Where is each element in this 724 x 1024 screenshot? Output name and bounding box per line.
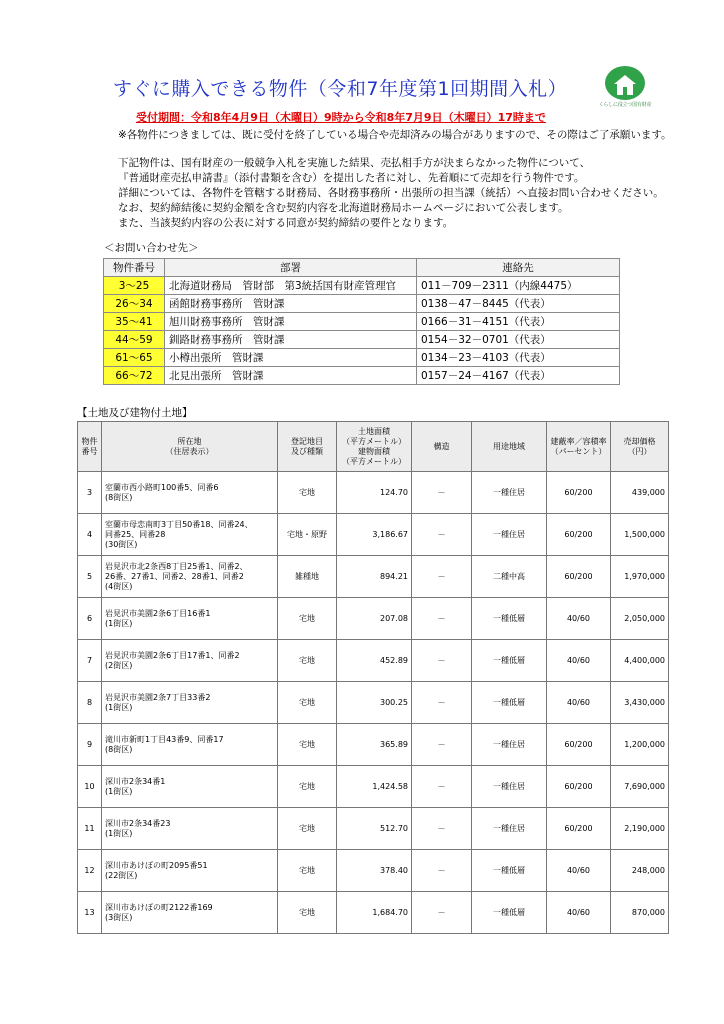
contact-phone: 0157－24－4167（代表） xyxy=(417,367,620,385)
contact-phone: 0166－31－4151（代表） xyxy=(417,313,620,331)
property-price: 4,400,000 xyxy=(611,640,669,682)
property-structure: － xyxy=(412,640,472,682)
description-line: 『普通財産売払申請書』（添付書類を含む）を提出した者に対し、先着順にて売却を行う物件です。 xyxy=(118,172,585,184)
contact-row xyxy=(104,367,620,385)
property-structure: － xyxy=(412,556,472,598)
property-area: 1,424.58 xyxy=(337,766,412,808)
property-structure: － xyxy=(412,598,472,640)
property-header-row xyxy=(78,422,669,472)
property-zoning: 一種住居 xyxy=(472,724,547,766)
description-line: 下記物件は、国有財産の一般競争入札を実施した結果、売払相手方が決まらなかった物件について、 xyxy=(118,157,591,169)
property-price: 870,000 xyxy=(611,892,669,934)
property-land-category: 宅地 xyxy=(278,808,337,850)
property-land-category: 宅地 xyxy=(278,640,337,682)
property-zoning: 一種低層 xyxy=(472,640,547,682)
property-row xyxy=(78,598,669,640)
property-structure: － xyxy=(412,682,472,724)
property-row xyxy=(78,808,669,850)
contact-property-range: 44～59 xyxy=(104,331,165,349)
property-location: 深川市あけぼの町2122番169 (3街区) xyxy=(102,892,278,934)
property-area: 512.70 xyxy=(337,808,412,850)
contact-department: 北見出張所 管財課 xyxy=(165,367,417,385)
header-zoning: 用途地域 xyxy=(472,422,547,472)
property-land-category: 雑種地 xyxy=(278,556,337,598)
contact-row xyxy=(104,277,620,295)
house-icon xyxy=(613,74,637,96)
property-zoning: 一種低層 xyxy=(472,598,547,640)
property-price: 1,200,000 xyxy=(611,724,669,766)
property-coverage-ratio: 60/200 xyxy=(547,724,611,766)
contact-table xyxy=(103,258,620,385)
contact-department: 小樽出張所 管財課 xyxy=(165,349,417,367)
contact-phone: 0154－32－0701（代表） xyxy=(417,331,620,349)
property-price: 1,970,000 xyxy=(611,556,669,598)
section-heading: 【土地及び建物付土地】 xyxy=(77,407,193,419)
property-area: 365.89 xyxy=(337,724,412,766)
description-line: また、当該契約内容の公表に対する同意が契約締結の要件となります。 xyxy=(118,217,454,229)
contact-department: 釧路財務事務所 管財課 xyxy=(165,331,417,349)
property-area: 124.70 xyxy=(337,472,412,514)
header-property-number: 物件番号 xyxy=(104,259,165,277)
contact-department: 北海道財務局 管財部 第3統括国有財産管理官 xyxy=(165,277,417,295)
property-land-category: 宅地 xyxy=(278,724,337,766)
property-structure: － xyxy=(412,808,472,850)
property-row xyxy=(78,766,669,808)
contact-phone: 0134－23－4103（代表） xyxy=(417,349,620,367)
property-number: 8 xyxy=(78,682,102,724)
property-coverage-ratio: 40/60 xyxy=(547,850,611,892)
header-structure: 構造 xyxy=(412,422,472,472)
property-table xyxy=(77,421,669,934)
reception-period: 受付期間：令和8年4月9日（木曜日）9時から令和8年7月9日（木曜日）17時まで xyxy=(136,111,546,124)
property-price: 439,000 xyxy=(611,472,669,514)
property-coverage-ratio: 60/200 xyxy=(547,514,611,556)
logo-caption: くらしに役立つ国有財産 xyxy=(598,102,652,108)
property-number: 13 xyxy=(78,892,102,934)
notice-text: ※各物件につきましては、既に受付を終了している場合や売却済みの場合がありますので、その際はご了承願います。 xyxy=(118,129,672,141)
contact-property-range: 66～72 xyxy=(104,367,165,385)
property-land-category: 宅地 xyxy=(278,682,337,724)
property-coverage-ratio: 40/60 xyxy=(547,682,611,724)
description-paragraph xyxy=(118,156,664,231)
contact-property-range: 61～65 xyxy=(104,349,165,367)
page-title: すぐに購入できる物件（令和7年度第1回期間入札） xyxy=(112,78,568,100)
property-coverage-ratio: 60/200 xyxy=(547,766,611,808)
property-location: 滝川市新町1丁目43番9、同番17 (8街区) xyxy=(102,724,278,766)
property-number: 7 xyxy=(78,640,102,682)
property-area: 1,684.70 xyxy=(337,892,412,934)
property-number: 11 xyxy=(78,808,102,850)
property-number: 12 xyxy=(78,850,102,892)
property-price: 1,500,000 xyxy=(611,514,669,556)
property-area: 300.25 xyxy=(337,682,412,724)
property-zoning: 一種低層 xyxy=(472,892,547,934)
property-coverage-ratio: 60/200 xyxy=(547,808,611,850)
contact-row xyxy=(104,295,620,313)
header-number: 物件 番号 xyxy=(78,422,102,472)
property-coverage-ratio: 40/60 xyxy=(547,892,611,934)
contact-department: 旭川財務事務所 管財課 xyxy=(165,313,417,331)
property-number: 3 xyxy=(78,472,102,514)
property-location: 岩見沢市美園2条6丁目17番1、同番2 (2街区) xyxy=(102,640,278,682)
property-zoning: 一種住居 xyxy=(472,766,547,808)
property-coverage-ratio: 60/200 xyxy=(547,472,611,514)
property-price: 2,050,000 xyxy=(611,598,669,640)
property-row xyxy=(78,640,669,682)
property-location: 岩見沢市北2条西8丁目25番1、同番2、 26番、27番1、同番2、28番1、同番2 (4街区) xyxy=(102,556,278,598)
property-structure: － xyxy=(412,850,472,892)
property-row xyxy=(78,472,669,514)
property-zoning: 一種低層 xyxy=(472,682,547,724)
property-area: 3,186.67 xyxy=(337,514,412,556)
property-number: 10 xyxy=(78,766,102,808)
property-zoning: 一種住居 xyxy=(472,808,547,850)
header-contact: 連絡先 xyxy=(417,259,620,277)
property-row xyxy=(78,892,669,934)
property-coverage-ratio: 40/60 xyxy=(547,598,611,640)
property-zoning: 一種住居 xyxy=(472,472,547,514)
property-zoning: 一種低層 xyxy=(472,850,547,892)
header-location: 所在地 （住居表示） xyxy=(102,422,278,472)
property-coverage-ratio: 60/200 xyxy=(547,556,611,598)
property-area: 378.40 xyxy=(337,850,412,892)
contact-phone: 0138－47－8445（代表） xyxy=(417,295,620,313)
property-area: 894.21 xyxy=(337,556,412,598)
header-coverage-ratio: 建蔽率／容積率 （パーセント） xyxy=(547,422,611,472)
property-land-category: 宅地 xyxy=(278,766,337,808)
property-land-category: 宅地 xyxy=(278,472,337,514)
header-area: 土地面積 （平方メートル） 建物面積 （平方メートル） xyxy=(337,422,412,472)
contact-row xyxy=(104,349,620,367)
property-land-category: 宅地 xyxy=(278,850,337,892)
contact-row xyxy=(104,331,620,349)
property-location: 岩見沢市美園2条7丁目33番2 (1街区) xyxy=(102,682,278,724)
contact-property-range: 35～41 xyxy=(104,313,165,331)
description-line: 詳細については、各物件を管轄する財務局、各財務事務所・出張所の担当課（統括）へ直接お問い合わせください。 xyxy=(118,187,664,199)
contact-property-range: 26～34 xyxy=(104,295,165,313)
property-number: 5 xyxy=(78,556,102,598)
property-price: 7,690,000 xyxy=(611,766,669,808)
property-number: 4 xyxy=(78,514,102,556)
property-row xyxy=(78,682,669,724)
contact-heading: ＜お問い合わせ先＞ xyxy=(104,242,199,254)
national-property-logo xyxy=(595,66,655,110)
description-line: なお、契約締結後に契約金額を含む契約内容を北海道財務局ホームページにおいて公表します。 xyxy=(118,202,569,214)
header-price: 売却価格 （円） xyxy=(611,422,669,472)
property-row xyxy=(78,724,669,766)
contact-row xyxy=(104,313,620,331)
property-location: 深川市2条34番23 (1街区) xyxy=(102,808,278,850)
property-structure: － xyxy=(412,724,472,766)
property-zoning: 一種住居 xyxy=(472,514,547,556)
property-price: 248,000 xyxy=(611,850,669,892)
property-zoning: 二種中高 xyxy=(472,556,547,598)
property-price: 3,430,000 xyxy=(611,682,669,724)
property-location: 岩見沢市美園2条6丁目16番1 (1街区) xyxy=(102,598,278,640)
property-land-category: 宅地・原野 xyxy=(278,514,337,556)
property-number: 9 xyxy=(78,724,102,766)
property-location: 室蘭市母恋南町3丁目50番18、同番24、 同番25、同番28 (30街区) xyxy=(102,514,278,556)
property-structure: － xyxy=(412,514,472,556)
property-location: 室蘭市西小路町100番5、同番6 (8街区) xyxy=(102,472,278,514)
header-department: 部署 xyxy=(165,259,417,277)
property-row xyxy=(78,850,669,892)
property-number: 6 xyxy=(78,598,102,640)
property-location: 深川市あけぼの町2095番51 (22街区) xyxy=(102,850,278,892)
header-land-category: 登記地目 及び種類 xyxy=(278,422,337,472)
property-structure: － xyxy=(412,766,472,808)
property-land-category: 宅地 xyxy=(278,892,337,934)
property-structure: － xyxy=(412,472,472,514)
property-coverage-ratio: 40/60 xyxy=(547,640,611,682)
property-area: 452.89 xyxy=(337,640,412,682)
property-price: 2,190,000 xyxy=(611,808,669,850)
contact-header-row xyxy=(104,259,620,277)
contact-property-range: 3～25 xyxy=(104,277,165,295)
property-location: 深川市2条34番1 (1街区) xyxy=(102,766,278,808)
contact-department: 函館財務事務所 管財課 xyxy=(165,295,417,313)
property-structure: － xyxy=(412,892,472,934)
contact-phone: 011－709－2311（内線4475） xyxy=(417,277,620,295)
property-row xyxy=(78,514,669,556)
property-land-category: 宅地 xyxy=(278,598,337,640)
property-area: 207.08 xyxy=(337,598,412,640)
property-row xyxy=(78,556,669,598)
